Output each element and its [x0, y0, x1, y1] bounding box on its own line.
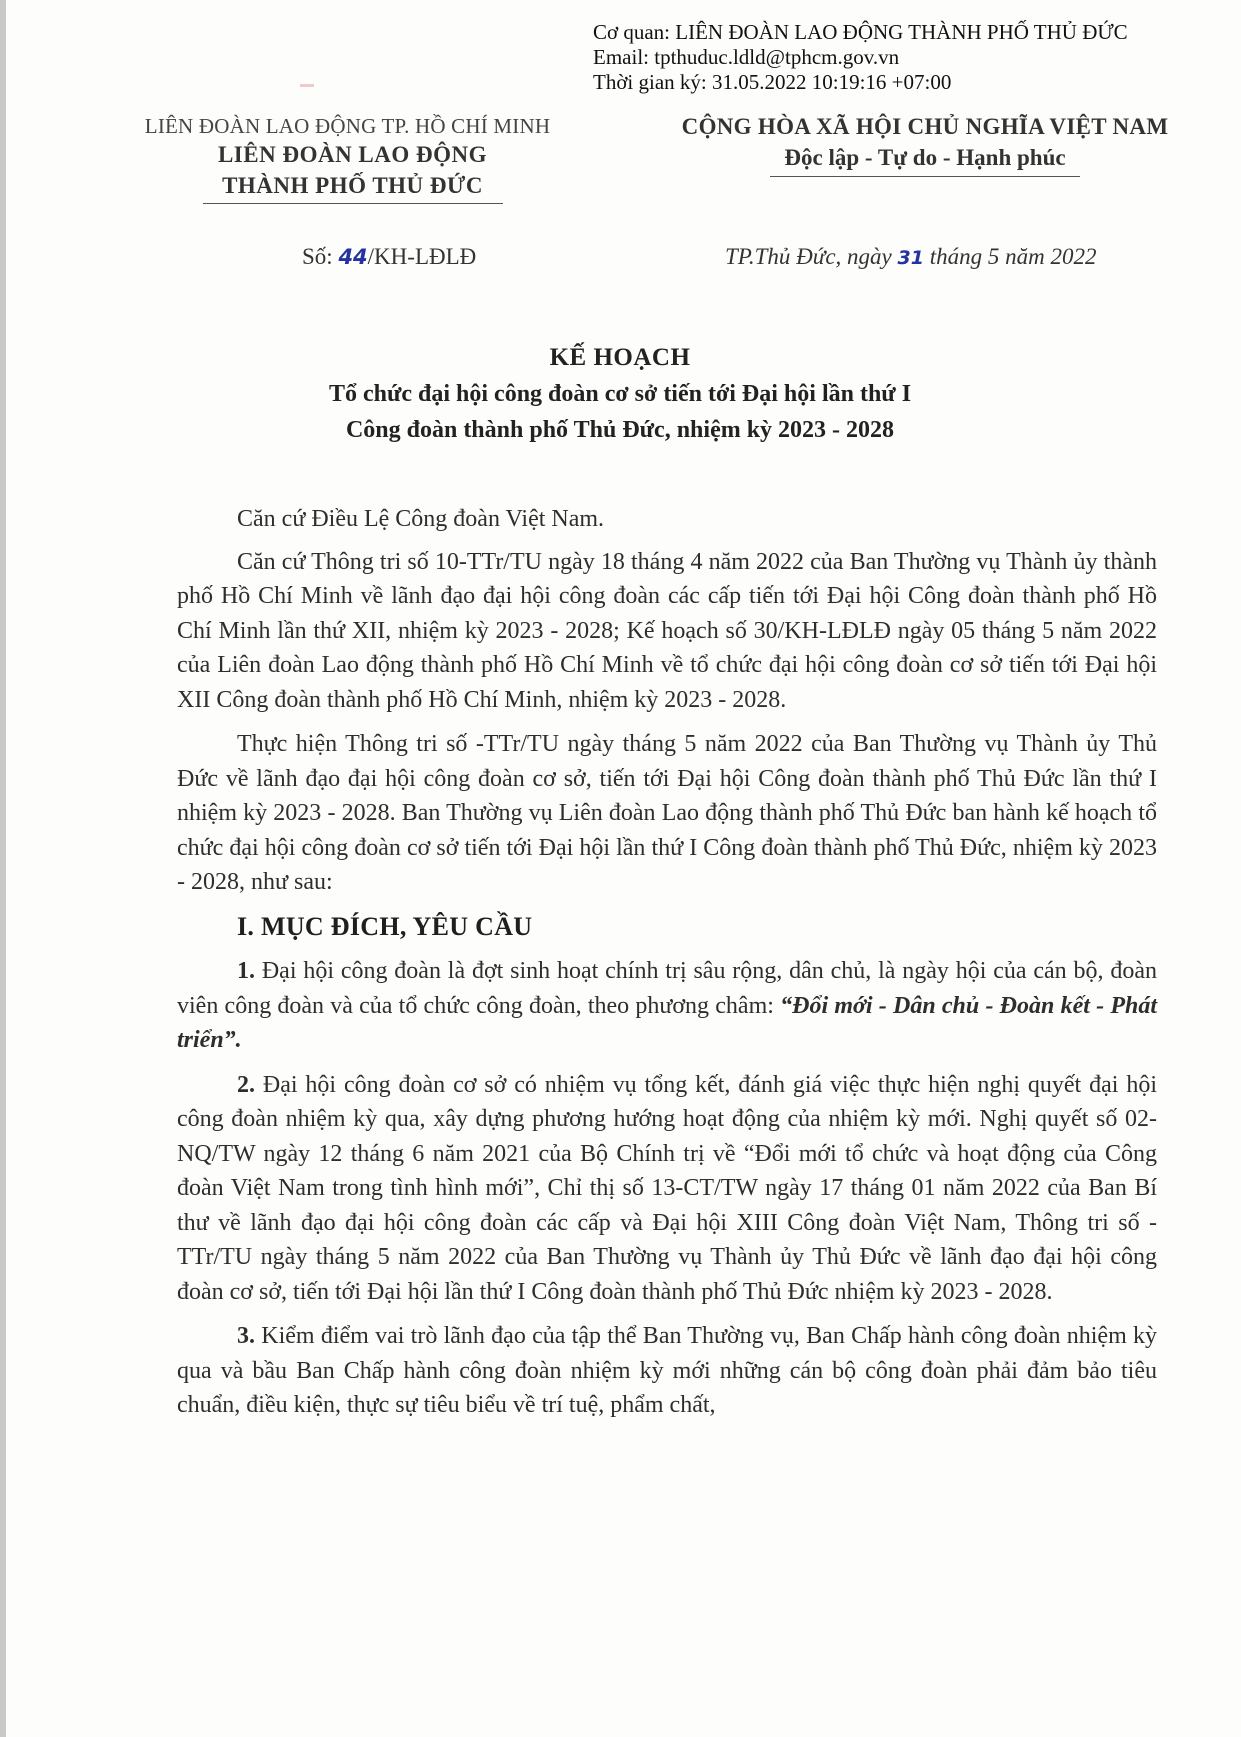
title-main: KẾ HOẠCH [549, 344, 691, 371]
doc-date-prefix: TP.Thủ Đức, ngày [725, 244, 898, 269]
doc-date-handwritten: 31 [897, 247, 924, 269]
document-number [302, 244, 476, 270]
paragraph-implementation: Thực hiện Thông tri số -TTr/TU ngày tháng 5 năm 2022 của Ban Thường vụ Thành ủy Thủ Đức về lãnh đạo đại hội công đoàn cơ sở, tiến tới Đại hội Công đoàn thành phố Thủ Đức lần thứ I nhiệm kỳ 2023 - 2028. Ban Thường vụ Liên đoàn Lao động thành phố Thủ Đức ban hành kế hoạch tổ chức đại hội công đoàn cơ sở tiến tới Đại hội lần thứ I Công đoàn thành phố Thủ Đức, nhiệm kỳ 2023 - 2028, như sau: [177, 731, 1157, 895]
doc-number-handwritten: 44 [338, 245, 368, 269]
item-3-text: Kiểm điểm vai trò lãnh đạo của tập thể Ban Thường vụ, Ban Chấp hành công đoàn nhiệm kỳ qua và bầu Ban Chấp hành công đoàn nhiệm kỳ mới những cán bộ công đoàn phải đảm bảo tiêu chuẩn, điều kiện, thực sự tiêu biểu về trí tuệ, phẩm chất, [177, 1323, 1157, 1418]
digital-signature-block [593, 20, 1128, 95]
item-2-number: 2. [237, 1071, 255, 1098]
doc-date-suffix: tháng 5 năm 2022 [923, 244, 1097, 269]
item-1-motto: “Đổi mới - Dân chủ - Đoàn kết - Phát triển”. [177, 992, 1157, 1053]
document-date [725, 244, 1096, 270]
doc-number-prefix: Số: [302, 244, 339, 269]
title-sub2: Công đoàn thành phố Thủ Đức, nhiệm kỳ 2023 - 2028 [345, 417, 895, 443]
national-title: CỘNG HÒA XÃ HỘI CHỦ NGHĨA VIỆT NAM [681, 114, 1169, 139]
issuing-agency-header [144, 114, 555, 204]
scan-mark [300, 84, 314, 87]
item-3-number: 3. [237, 1323, 255, 1349]
parent-agency: LIÊN ĐOÀN LAO ĐỘNG TP. HỒ CHÍ MINH [144, 114, 551, 138]
national-motto: Độc lập - Tự do - Hạnh phúc [784, 145, 1066, 170]
doc-number-suffix: /KH-LĐLĐ [367, 244, 477, 269]
signature-email: Email: tpthuduc.ldld@tphcm.gov.vn [593, 45, 900, 69]
paragraph-legal-basis-2: Căn cứ Thông tri số 10-TTr/TU ngày 18 tháng 4 năm 2022 của Ban Thường vụ Thành ủy thành phố Hồ Chí Minh về lãnh đạo đại hội công đoàn các cấp tiến tới Đại hội Công đoàn thành phố Hồ Chí Minh lần thứ XII, nhiệm kỳ 2023 - 2028; Kế hoạch số 30/KH-LĐLĐ ngày 05 tháng 5 năm 2022 của Liên đoàn Lao động thành phố Hồ Chí Minh về tổ chức đại hội công đoàn cơ sở tiến tới Đại hội XII Công đoàn thành phố Hồ Chí Minh, nhiệm kỳ 2023 - 2028. [177, 548, 1157, 713]
item-1-number: 1. [237, 958, 255, 984]
document-title [180, 340, 1060, 448]
item-2-text: Đại hội công đoàn cơ sở có nhiệm vụ tổng kết, đánh giá việc thực hiện nghị quyết đại hội công đoàn nhiệm kỳ qua, xây dựng phương hướng hoạt động của nhiệm kỳ mới. Nghị quyết số 02-NQ/TW ngày 12 tháng 6 năm 2021 của Bộ Chính trị về “Đổi mới tổ chức và hoạt động của Công đoàn Việt Nam trong tình hình mới”, Chỉ thị số 13-CT/TW ngày 17 tháng 01 năm 2022 của Ban Bí thư về lãnh đạo đại hội công đoàn các cấp và Đại hội XIII Công đoàn Việt Nam, Thông tri số -TTr/TU ngày tháng 5 năm 2022 của Ban Thường vụ Thành ủy Thủ Đức về lãnh đạo đại hội công đoàn cơ sở, tiến tới Đại hội lần thứ I Công đoàn thành phố Thủ Đức nhiệm kỳ 2023 - 2028. [177, 1071, 1157, 1305]
scan-edge [0, 0, 6, 1737]
motto-underline [770, 176, 1080, 177]
agency-name-line1: LIÊN ĐOÀN LAO ĐỘNG [217, 142, 488, 167]
signature-agency: Cơ quan: LIÊN ĐOÀN LAO ĐỘNG THÀNH PHỐ THỦ ĐỨC [593, 20, 1128, 44]
signature-time: Thời gian ký: 31.05.2022 10:19:16 +07:00 [593, 70, 952, 94]
section-heading-purpose: I. MỤC ĐÍCH, YÊU CẦU [237, 911, 533, 941]
title-sub1: Tổ chức đại hội công đoàn cơ sở tiến tới Đại hội lần thứ I [328, 381, 912, 407]
agency-underline [203, 203, 503, 204]
item-3 [177, 1319, 1157, 1423]
item-1 [177, 954, 1157, 1058]
national-motto-header [660, 114, 1190, 177]
item-2 [177, 1068, 1157, 1310]
agency-name-line2: THÀNH PHỐ THỦ ĐỨC [222, 173, 483, 198]
paragraph-legal-basis-1: Căn cứ Điều Lệ Công đoàn Việt Nam. [237, 506, 605, 532]
document-body [177, 502, 1157, 1433]
item-1-text: Đại hội công đoàn là đợt sinh hoạt chính trị sâu rộng, dân chủ, là ngày hội của cán bộ, đoàn viên công đoàn và của tổ chức công đoàn, theo phương châm: [177, 958, 1157, 1019]
